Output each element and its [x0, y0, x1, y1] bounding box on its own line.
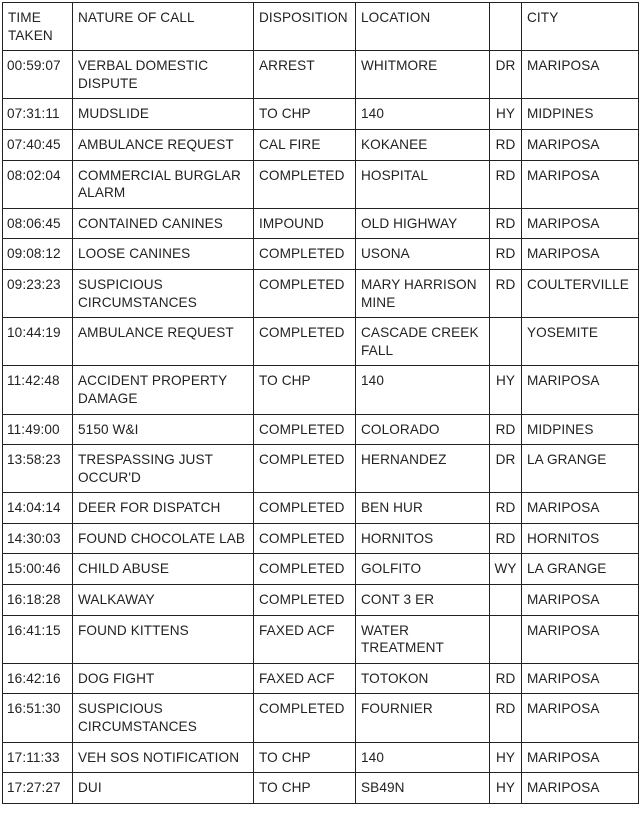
cell-location: GOLFITO: [356, 554, 490, 585]
header-nature-of-call: NATURE OF CALL: [73, 3, 254, 51]
cell-nature-of-call: DEER FOR DISPATCH: [73, 493, 254, 524]
cell-location: SB49N: [356, 773, 490, 804]
cell-city: MARIPOSA: [522, 366, 639, 414]
cell-time-taken: 11:42:48: [3, 366, 73, 414]
cell-time-taken: 14:30:03: [3, 523, 73, 554]
cell-city: MARIPOSA: [522, 663, 639, 694]
cell-location-type: RD: [490, 269, 522, 317]
cell-nature-of-call: 5150 W&I: [73, 414, 254, 445]
cell-nature-of-call: CONTAINED CANINES: [73, 208, 254, 239]
cell-time-taken: 00:59:07: [3, 51, 73, 99]
cell-disposition: CAL FIRE: [254, 129, 356, 160]
cell-time-taken: 16:51:30: [3, 694, 73, 742]
cell-location-type: RD: [490, 414, 522, 445]
cell-time-taken: 09:08:12: [3, 239, 73, 270]
cell-time-taken: 14:04:14: [3, 493, 73, 524]
cell-nature-of-call: VERBAL DOMESTIC DISPUTE: [73, 51, 254, 99]
cell-time-taken: 07:40:45: [3, 129, 73, 160]
cell-city: MARIPOSA: [522, 51, 639, 99]
cell-location-type: DR: [490, 445, 522, 493]
cell-location-type: HY: [490, 742, 522, 773]
cell-location-type: RD: [490, 493, 522, 524]
cell-location: HORNITOS: [356, 523, 490, 554]
table-row: [3, 694, 639, 742]
table-body: [3, 51, 639, 804]
cell-time-taken: 17:11:33: [3, 742, 73, 773]
cell-nature-of-call: FOUND KITTENS: [73, 615, 254, 663]
cell-location-type: RD: [490, 694, 522, 742]
table-row: [3, 742, 639, 773]
cell-city: MARIPOSA: [522, 773, 639, 804]
cell-city: MIDPINES: [522, 414, 639, 445]
cell-location-type: RD: [490, 663, 522, 694]
header-location: LOCATION: [356, 3, 490, 51]
table-row: [3, 160, 639, 208]
cell-disposition: COMPLETED: [254, 585, 356, 616]
cell-nature-of-call: CHILD ABUSE: [73, 554, 254, 585]
cell-city: MARIPOSA: [522, 493, 639, 524]
table-row: [3, 493, 639, 524]
cell-location: MARY HARRISON MINE: [356, 269, 490, 317]
cell-disposition: COMPLETED: [254, 445, 356, 493]
cell-location: HOSPITAL: [356, 160, 490, 208]
cell-disposition: TO CHP: [254, 366, 356, 414]
cell-location: 140: [356, 99, 490, 130]
cell-time-taken: 13:58:23: [3, 445, 73, 493]
cell-location: CASCADE CREEK FALL: [356, 318, 490, 366]
cell-location-type: [490, 585, 522, 616]
cell-location: WHITMORE: [356, 51, 490, 99]
cell-disposition: COMPLETED: [254, 554, 356, 585]
cell-nature-of-call: WALKAWAY: [73, 585, 254, 616]
cell-nature-of-call: AMBULANCE REQUEST: [73, 129, 254, 160]
cell-disposition: COMPLETED: [254, 239, 356, 270]
table-row: [3, 773, 639, 804]
cell-location: OLD HIGHWAY: [356, 208, 490, 239]
cell-location-type: DR: [490, 51, 522, 99]
cell-location-type: RD: [490, 129, 522, 160]
cell-nature-of-call: AMBULANCE REQUEST: [73, 318, 254, 366]
cell-city: LA GRANGE: [522, 554, 639, 585]
table-row: [3, 554, 639, 585]
table-row: [3, 585, 639, 616]
table-row: [3, 208, 639, 239]
cell-location: CONT 3 ER: [356, 585, 490, 616]
cell-city: MARIPOSA: [522, 742, 639, 773]
cell-location-type: RD: [490, 160, 522, 208]
cell-disposition: FAXED ACF: [254, 615, 356, 663]
cell-nature-of-call: COMMERCIAL BURGLAR ALARM: [73, 160, 254, 208]
cell-city: MARIPOSA: [522, 129, 639, 160]
table-row: [3, 366, 639, 414]
cell-time-taken: 16:18:28: [3, 585, 73, 616]
table-row: [3, 129, 639, 160]
cell-disposition: COMPLETED: [254, 318, 356, 366]
cell-disposition: COMPLETED: [254, 160, 356, 208]
cell-time-taken: 16:42:16: [3, 663, 73, 694]
cell-location: 140: [356, 366, 490, 414]
cell-location-type: [490, 615, 522, 663]
cell-nature-of-call: TRESPASSING JUST OCCUR'D: [73, 445, 254, 493]
cell-disposition: ARREST: [254, 51, 356, 99]
cell-location: BEN HUR: [356, 493, 490, 524]
table-row: [3, 51, 639, 99]
table-row: [3, 523, 639, 554]
cell-city: MARIPOSA: [522, 208, 639, 239]
cell-location: HERNANDEZ: [356, 445, 490, 493]
cell-nature-of-call: SUSPICIOUS CIRCUMSTANCES: [73, 269, 254, 317]
cell-location-type: RD: [490, 523, 522, 554]
cell-nature-of-call: ACCIDENT PROPERTY DAMAGE: [73, 366, 254, 414]
call-log-table: [2, 2, 639, 804]
table-row: [3, 663, 639, 694]
cell-time-taken: 15:00:46: [3, 554, 73, 585]
cell-nature-of-call: DOG FIGHT: [73, 663, 254, 694]
table-row: [3, 318, 639, 366]
cell-location-type: WY: [490, 554, 522, 585]
cell-location-type: HY: [490, 366, 522, 414]
cell-disposition: COMPLETED: [254, 414, 356, 445]
cell-disposition: COMPLETED: [254, 269, 356, 317]
cell-disposition: COMPLETED: [254, 523, 356, 554]
cell-disposition: TO CHP: [254, 742, 356, 773]
cell-time-taken: 10:44:19: [3, 318, 73, 366]
table-row: [3, 239, 639, 270]
cell-disposition: TO CHP: [254, 773, 356, 804]
cell-disposition: FAXED ACF: [254, 663, 356, 694]
table-row: [3, 414, 639, 445]
cell-disposition: COMPLETED: [254, 493, 356, 524]
cell-time-taken: 08:06:45: [3, 208, 73, 239]
cell-nature-of-call: DUI: [73, 773, 254, 804]
cell-nature-of-call: MUDSLIDE: [73, 99, 254, 130]
table-row: [3, 99, 639, 130]
cell-location: KOKANEE: [356, 129, 490, 160]
header-city: CITY: [522, 3, 639, 51]
table-header-row: [3, 3, 639, 51]
cell-city: HORNITOS: [522, 523, 639, 554]
cell-disposition: IMPOUND: [254, 208, 356, 239]
table-row: [3, 445, 639, 493]
cell-location-type: HY: [490, 99, 522, 130]
cell-location-type: [490, 318, 522, 366]
cell-location: TOTOKON: [356, 663, 490, 694]
header-time-taken: TIME TAKEN: [3, 3, 73, 51]
cell-time-taken: 09:23:23: [3, 269, 73, 317]
table-row: [3, 269, 639, 317]
cell-nature-of-call: FOUND CHOCOLATE LAB: [73, 523, 254, 554]
cell-location: 140: [356, 742, 490, 773]
table-row: [3, 615, 639, 663]
cell-nature-of-call: VEH SOS NOTIFICATION: [73, 742, 254, 773]
cell-nature-of-call: SUSPICIOUS CIRCUMSTANCES: [73, 694, 254, 742]
cell-city: YOSEMITE: [522, 318, 639, 366]
cell-time-taken: 08:02:04: [3, 160, 73, 208]
cell-nature-of-call: LOOSE CANINES: [73, 239, 254, 270]
cell-disposition: COMPLETED: [254, 694, 356, 742]
header-disposition: DISPOSITION: [254, 3, 356, 51]
cell-city: MARIPOSA: [522, 585, 639, 616]
cell-city: LA GRANGE: [522, 445, 639, 493]
cell-location-type: HY: [490, 773, 522, 804]
cell-time-taken: 16:41:15: [3, 615, 73, 663]
cell-location: FOURNIER: [356, 694, 490, 742]
cell-time-taken: 17:27:27: [3, 773, 73, 804]
cell-city: MARIPOSA: [522, 615, 639, 663]
cell-time-taken: 07:31:11: [3, 99, 73, 130]
cell-location: USONA: [356, 239, 490, 270]
cell-location: COLORADO: [356, 414, 490, 445]
cell-location-type: RD: [490, 239, 522, 270]
cell-location: WATER TREATMENT: [356, 615, 490, 663]
cell-disposition: TO CHP: [254, 99, 356, 130]
header-location-type: [490, 3, 522, 51]
cell-city: COULTERVILLE: [522, 269, 639, 317]
cell-city: MIDPINES: [522, 99, 639, 130]
cell-time-taken: 11:49:00: [3, 414, 73, 445]
cell-city: MARIPOSA: [522, 694, 639, 742]
cell-city: MARIPOSA: [522, 160, 639, 208]
cell-city: MARIPOSA: [522, 239, 639, 270]
cell-location-type: RD: [490, 208, 522, 239]
